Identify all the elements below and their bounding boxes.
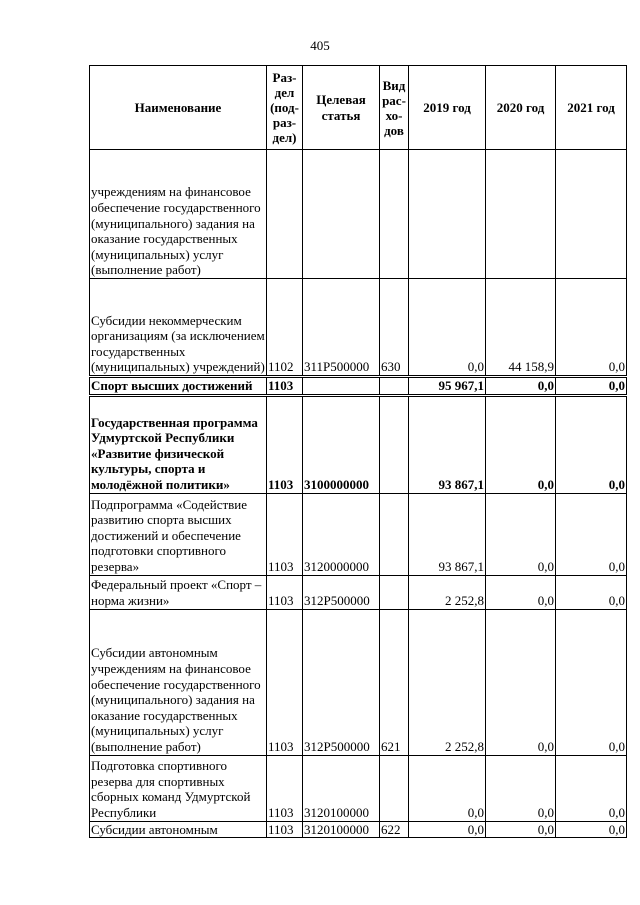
row-2021: 0,0 (556, 609, 627, 755)
row-2020: 44 158,9 (486, 279, 556, 377)
table-row (90, 150, 627, 279)
row-2021: 0,0 (556, 279, 627, 377)
table-row (90, 821, 627, 838)
row-expense-type (380, 493, 409, 575)
row-name: Субсидии автономным (90, 821, 267, 838)
row-name: Государственная программа Удмуртской Республики «Развитие физической культуры, спорта и молодёжной политики» (90, 395, 267, 493)
table-row (90, 395, 627, 493)
header-target: Целевая статья (303, 66, 380, 150)
row-expense-type (380, 755, 409, 821)
row-2021 (556, 150, 627, 279)
header-2021: 2021 год (556, 66, 627, 150)
row-target: 3120000000 (303, 493, 380, 575)
header-2020: 2020 год (486, 66, 556, 150)
row-name: Субсидии автономным учреждениям на финансовое обеспечение государственного (муниципального) задания на оказание государственных (муниципальных) услуг (выполнение работ) (90, 609, 267, 755)
row-expense-type: 621 (380, 609, 409, 755)
row-target: 3120100000 (303, 821, 380, 838)
row-name: Спорт высших достижений (90, 377, 267, 396)
header-section: Раз- дел (под- раз- дел) (267, 66, 303, 150)
row-name: учреждениям на финансовое обеспечение государственного (муниципального) задания на оказание государственных (муниципальных) услуг (выполнение работ) (90, 150, 267, 279)
row-2020: 0,0 (486, 395, 556, 493)
row-2021: 0,0 (556, 755, 627, 821)
row-2021: 0,0 (556, 377, 627, 396)
row-target: 3120100000 (303, 755, 380, 821)
row-2020: 0,0 (486, 377, 556, 396)
row-2019: 0,0 (409, 279, 486, 377)
row-expense-type: 630 (380, 279, 409, 377)
row-expense-type: 622 (380, 821, 409, 838)
row-target: 3100000000 (303, 395, 380, 493)
row-section: 1103 (267, 609, 303, 755)
header-expense-type: Вид рас- хо- дов (380, 66, 409, 150)
row-expense-type (380, 395, 409, 493)
row-2020: 0,0 (486, 755, 556, 821)
row-expense-type (380, 150, 409, 279)
row-name: Субсидии некоммерческим организациям (за исключением государственных (муниципальных) учреждений) (90, 279, 267, 377)
row-2019: 2 252,8 (409, 609, 486, 755)
row-section: 1103 (267, 395, 303, 493)
row-section (267, 150, 303, 279)
row-2019: 95 967,1 (409, 377, 486, 396)
row-section: 1103 (267, 755, 303, 821)
row-section: 1103 (267, 493, 303, 575)
row-2021: 0,0 (556, 395, 627, 493)
table-row (90, 493, 627, 575)
row-target (303, 377, 380, 396)
row-2021: 0,0 (556, 493, 627, 575)
row-2020: 0,0 (486, 575, 556, 609)
row-2019: 93 867,1 (409, 493, 486, 575)
table-row (90, 279, 627, 377)
row-2019: 0,0 (409, 821, 486, 838)
row-2019 (409, 150, 486, 279)
row-target: 311P500000 (303, 279, 380, 377)
row-section: 1103 (267, 575, 303, 609)
row-2021: 0,0 (556, 821, 627, 838)
row-expense-type (380, 575, 409, 609)
budget-table (89, 65, 627, 838)
row-section: 1102 (267, 279, 303, 377)
header-name: Наименование (90, 66, 267, 150)
row-name: Федеральный проект «Спорт – норма жизни» (90, 575, 267, 609)
table-row (90, 609, 627, 755)
row-2019: 0,0 (409, 755, 486, 821)
row-2020 (486, 150, 556, 279)
row-name: Подпрограмма «Содействие развитию спорта высших достижений и обеспечение подготовки спортивного резерва» (90, 493, 267, 575)
table-header-row (90, 66, 627, 150)
row-name: Подготовка спортивного резерва для спортивных сборных команд Удмуртской Республики (90, 755, 267, 821)
row-2019: 93 867,1 (409, 395, 486, 493)
row-2021: 0,0 (556, 575, 627, 609)
row-target: 312P500000 (303, 609, 380, 755)
row-2020: 0,0 (486, 493, 556, 575)
row-target: 312P500000 (303, 575, 380, 609)
header-2019: 2019 год (409, 66, 486, 150)
page-number: 405 (310, 38, 330, 53)
table-row (90, 377, 627, 396)
row-expense-type (380, 377, 409, 396)
row-2020: 0,0 (486, 821, 556, 838)
row-2019: 2 252,8 (409, 575, 486, 609)
table-row (90, 755, 627, 821)
row-2020: 0,0 (486, 609, 556, 755)
table-row (90, 575, 627, 609)
row-section: 1103 (267, 377, 303, 396)
row-target (303, 150, 380, 279)
row-section: 1103 (267, 821, 303, 838)
